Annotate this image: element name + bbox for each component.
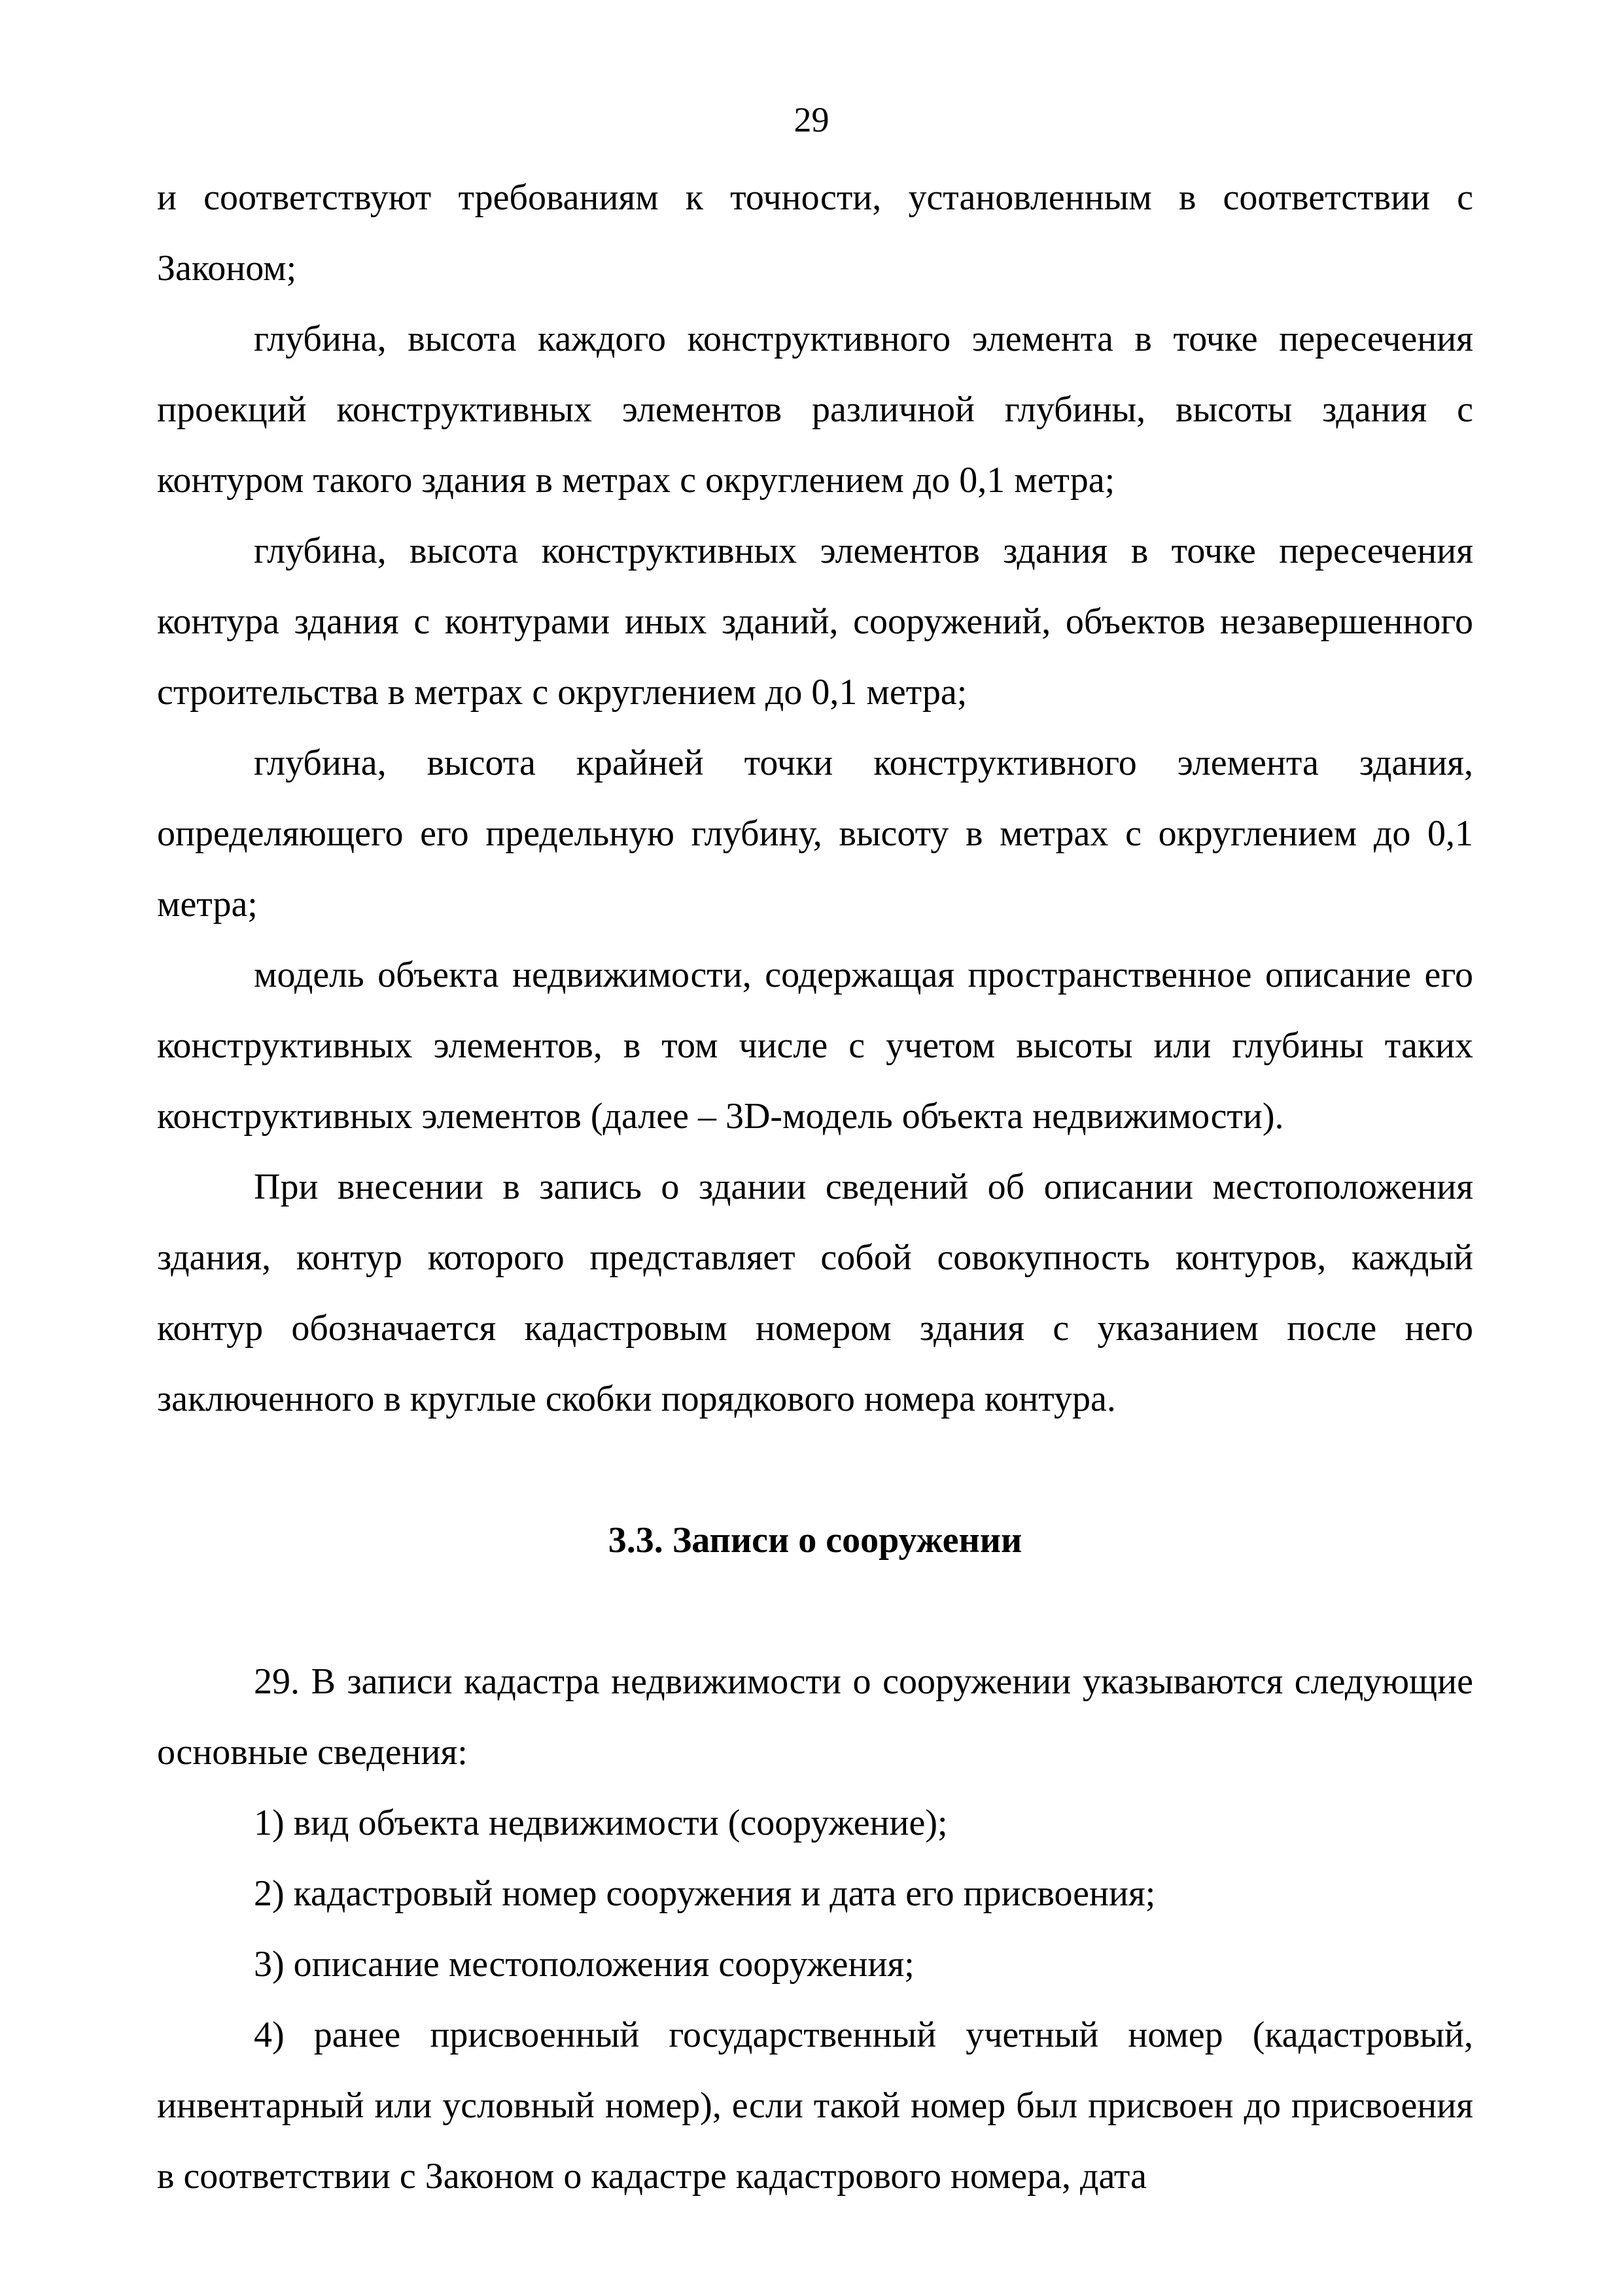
page-number: 29 bbox=[794, 100, 829, 139]
paragraph: модель объекта недвижимости, содержащая пространственное описание его конструктивных элементов, в том числе с учетом высоты или глубины таких конструктивных элементов (далее – 3D-модель объекта недвижимости). bbox=[157, 955, 1473, 1137]
paragraph: При внесении в запись о здании сведений об описании местоположения здания, контур которого представляет собой совокупность контуров, каждый контур обозначается кадастровым номером здания с указанием после него заключенного в круглые скобки порядкового номера контура. bbox=[157, 1167, 1473, 1419]
paragraph-item-29: 29. В записи кадастра недвижимости о сооружении указываются следующие основные сведения: bbox=[157, 1661, 1473, 1773]
list-item: 3) описание местоположения сооружения; bbox=[254, 1944, 915, 1985]
paragraph: глубина, высота крайней точки конструктивного элемента здания, определяющего его предельную глубину, высоту в метрах с округлением до 0,1 метра; bbox=[157, 743, 1473, 925]
list-item: 2) кадастровый номер сооружения и дата его присвоения; bbox=[254, 1873, 1156, 1914]
list-item: 4) ранее присвоенный государственный учетный номер (кадастровый, инвентарный или условный номер), если такой номер был присвоен до присвоения в соответствии с Законом о кадастре кадастрового номера, дата bbox=[157, 2015, 1473, 2197]
document-body bbox=[157, 162, 1473, 2212]
list-item: 1) вид объекта недвижимости (сооружение); bbox=[254, 1803, 948, 1843]
paragraph: глубина, высота конструктивных элементов здания в точке пересечения контура здания с контурами иных зданий, сооружений, объектов незавершенного строительства в метрах с округлением до 0,1 метра; bbox=[157, 531, 1473, 713]
paragraph: и соответствуют требованиям к точности, установленным в соответствии с Законом; bbox=[157, 177, 1473, 289]
section-heading: 3.3. Записи о сооружении bbox=[608, 1520, 1022, 1561]
paragraph: глубина, высота каждого конструктивного элемента в точке пересечения проекций конструктивных элементов различной глубины, высоты здания с контуром такого здания в метрах с округлением до 0,1 метра; bbox=[157, 319, 1473, 501]
